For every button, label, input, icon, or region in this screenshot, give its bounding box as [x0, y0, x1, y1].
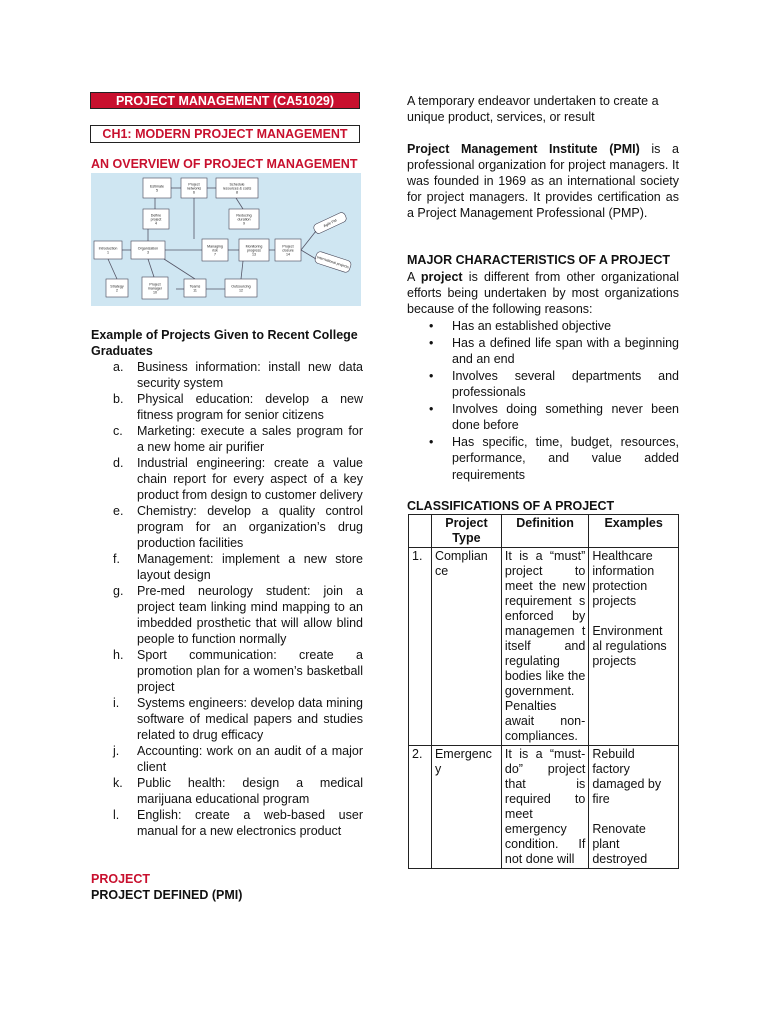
- list-item: [407, 335, 679, 368]
- list-marker: e.: [113, 504, 124, 518]
- classifications-table: [408, 514, 679, 869]
- list-item-text: Physical education: develop a new fitness program for senior citizens: [137, 392, 363, 422]
- bullet-icon: •: [429, 319, 434, 333]
- diagram-connector: [241, 261, 243, 279]
- diagram-label: Outsourcing 12: [231, 284, 251, 293]
- diagram-label: Estimate 5: [150, 184, 164, 193]
- diagram-connector: [301, 231, 316, 250]
- list-marker: j.: [113, 744, 120, 758]
- row-examples: [589, 548, 679, 746]
- list-item-text: Accounting: work on an audit of a major client: [137, 744, 363, 774]
- header-definition: Definition: [501, 515, 588, 548]
- diagram-label: Monitoring progress 13: [245, 244, 263, 257]
- header-number: [409, 515, 432, 548]
- list-item-text: Sport communication: create a promotion plan for a women’s basketball project: [137, 648, 363, 694]
- examples-heading: Example of Projects Given to Recent College Graduates: [91, 328, 358, 358]
- list-item-text: Has an established objective: [452, 319, 612, 333]
- diagram-label: Project networks 6: [186, 182, 202, 195]
- list-marker: a.: [113, 360, 124, 374]
- list-item: [407, 368, 679, 401]
- row-definition: It is a “must-do” project that is required to meet emergency condition. If not done will: [501, 746, 588, 869]
- table-header-row: [409, 515, 679, 548]
- bullet-icon: •: [429, 335, 434, 350]
- list-item-text: Has specific, time, budget, resources, performance, and value added requirements: [452, 434, 679, 482]
- intro-bold-project: project: [420, 270, 463, 284]
- bullet-icon: •: [429, 368, 434, 383]
- header-examples: Examples: [589, 515, 679, 548]
- document-title: PROJECT MANAGEMENT (CA51029): [90, 92, 360, 109]
- project-defined-heading: PROJECT DEFINED (PMI): [91, 888, 243, 902]
- example-item: Renovate plant destroyed: [592, 822, 648, 866]
- row-type: Complian ce: [431, 548, 501, 746]
- table-row: [409, 548, 679, 746]
- diagram-label: Organization 3: [137, 246, 159, 255]
- pmi-paragraph: [407, 141, 679, 221]
- diagram-connector: [148, 259, 154, 277]
- diagram-connector: [108, 259, 117, 279]
- characteristics-intro: [407, 269, 679, 317]
- intro-rest: is different from other organizational efforts being undertaken by most organizations because of the following reasons:: [407, 270, 680, 316]
- characteristics-heading: MAJOR CHARACTERISTICS OF A PROJECT: [407, 253, 670, 267]
- pmi-description: is a professional organization for project managers. It was founded in 1969 as an international society for project managers. It provides certification as a Project Management Professional (PMP).: [407, 142, 679, 220]
- example-item: Healthcare information protection projects: [592, 549, 655, 608]
- list-item: [91, 583, 363, 647]
- row-number: 1.: [409, 548, 432, 746]
- row-number: 2.: [409, 746, 432, 869]
- list-item: [407, 434, 679, 484]
- example-item: Environment al regulations projects: [592, 624, 667, 668]
- header-project-type: Project Type: [431, 515, 501, 548]
- list-marker: k.: [113, 776, 123, 790]
- list-item-text: Systems engineers: develop data mining software of medical papers and studies related to drug efficacy: [137, 696, 363, 742]
- list-marker: h.: [113, 648, 124, 662]
- row-type: Emergenc y: [431, 746, 501, 869]
- list-item: [91, 695, 363, 743]
- svg-text:Agile PM: Agile PM: [322, 218, 338, 229]
- list-item-text: Chemistry: develop a quality control program for an organization’s drug production facilities: [137, 504, 363, 550]
- diagram-label: Strategy 2: [110, 284, 124, 293]
- diagram-label: Reducing duration 9: [236, 213, 252, 226]
- list-item-text: Involves several departments and professionals: [452, 368, 679, 399]
- list-marker: l.: [113, 808, 120, 822]
- list-item: [91, 551, 363, 583]
- row-definition: It is a “must” project to meet the new requirement s enforced by managemen t itself and regulating bodies like the government. Penalties await non-compliances.: [501, 548, 588, 746]
- list-item-text: Involves doing something never been done before: [452, 401, 679, 432]
- diagram-connector: [164, 259, 195, 279]
- chapter-title: CH1: MODERN PROJECT MANAGEMENT: [90, 125, 360, 143]
- bullet-icon: •: [429, 434, 434, 449]
- list-marker: f.: [113, 552, 120, 566]
- list-item-text: Industrial engineering: create a value chain report for every aspect of a key product from design to customer delivery: [137, 456, 363, 502]
- example-item: Rebuild factory damaged by fire: [592, 747, 662, 806]
- classifications-heading: CLASSIFICATIONS OF A PROJECT: [407, 499, 615, 513]
- pmi-name: Project Management Institute (PMI): [407, 142, 640, 156]
- overview-diagram: [91, 173, 361, 306]
- diagram-label: Schedule resources & costs 8: [222, 182, 252, 195]
- list-item-text: Public health: design a medical marijuana educational program: [137, 776, 363, 806]
- list-item: [407, 401, 679, 434]
- project-definition: A temporary endeavor undertaken to create a unique product, services, or result: [407, 94, 659, 124]
- list-item-text: English: create a web-based user manual for a new electronics product: [137, 808, 363, 838]
- overview-heading: AN OVERVIEW OF PROJECT MANAGEMENT: [91, 157, 358, 171]
- bullet-icon: •: [429, 401, 434, 416]
- list-item: [91, 503, 363, 551]
- list-item: [91, 647, 363, 695]
- svg-text:International projects: International projects: [316, 255, 350, 270]
- diagram-label: Managing risk 7: [207, 244, 223, 257]
- list-item: [91, 455, 363, 503]
- list-item: [407, 318, 679, 335]
- diagram-label: Teams 11: [189, 284, 201, 293]
- list-marker: i.: [113, 696, 120, 710]
- list-item-text: Management: implement a new store layout design: [137, 552, 363, 582]
- diagram-tag: [312, 211, 347, 234]
- list-marker: g.: [113, 584, 124, 598]
- list-item: [91, 775, 363, 807]
- overview-diagram-svg: [91, 173, 361, 306]
- list-item: [91, 423, 363, 455]
- list-item-text: Business information: install new data security system: [137, 360, 363, 390]
- list-item-text: Pre-med neurology student: join a project team linking mind mapping to an imbedded prosthetic that will allow blind people to function normally: [137, 584, 363, 646]
- list-item-text: Marketing: execute a sales program for a new home air purifier: [137, 424, 363, 454]
- diagram-tag: [314, 251, 352, 274]
- list-item-text: Has a defined life span with a beginning and an end: [452, 335, 679, 366]
- diagram-label: Project manager 10: [147, 282, 163, 295]
- list-item: [91, 807, 363, 839]
- diagram-connector: [236, 198, 243, 209]
- characteristics-list: [407, 318, 679, 483]
- row-examples: [589, 746, 679, 869]
- project-heading: PROJECT: [91, 872, 151, 886]
- diagram-label: Introduction 1: [98, 246, 118, 255]
- list-item: [91, 743, 363, 775]
- list-marker: c.: [113, 424, 123, 438]
- list-item: [91, 391, 363, 423]
- diagram-connector: [301, 250, 316, 259]
- intro-start: A: [407, 270, 421, 284]
- list-item: [91, 359, 363, 391]
- diagram-label: Define project 4: [150, 213, 162, 226]
- examples-list: [91, 359, 363, 839]
- list-marker: d.: [113, 456, 124, 470]
- list-marker: b.: [113, 392, 124, 406]
- diagram-label: Project closure 14: [282, 244, 294, 257]
- table-row: [409, 746, 679, 869]
